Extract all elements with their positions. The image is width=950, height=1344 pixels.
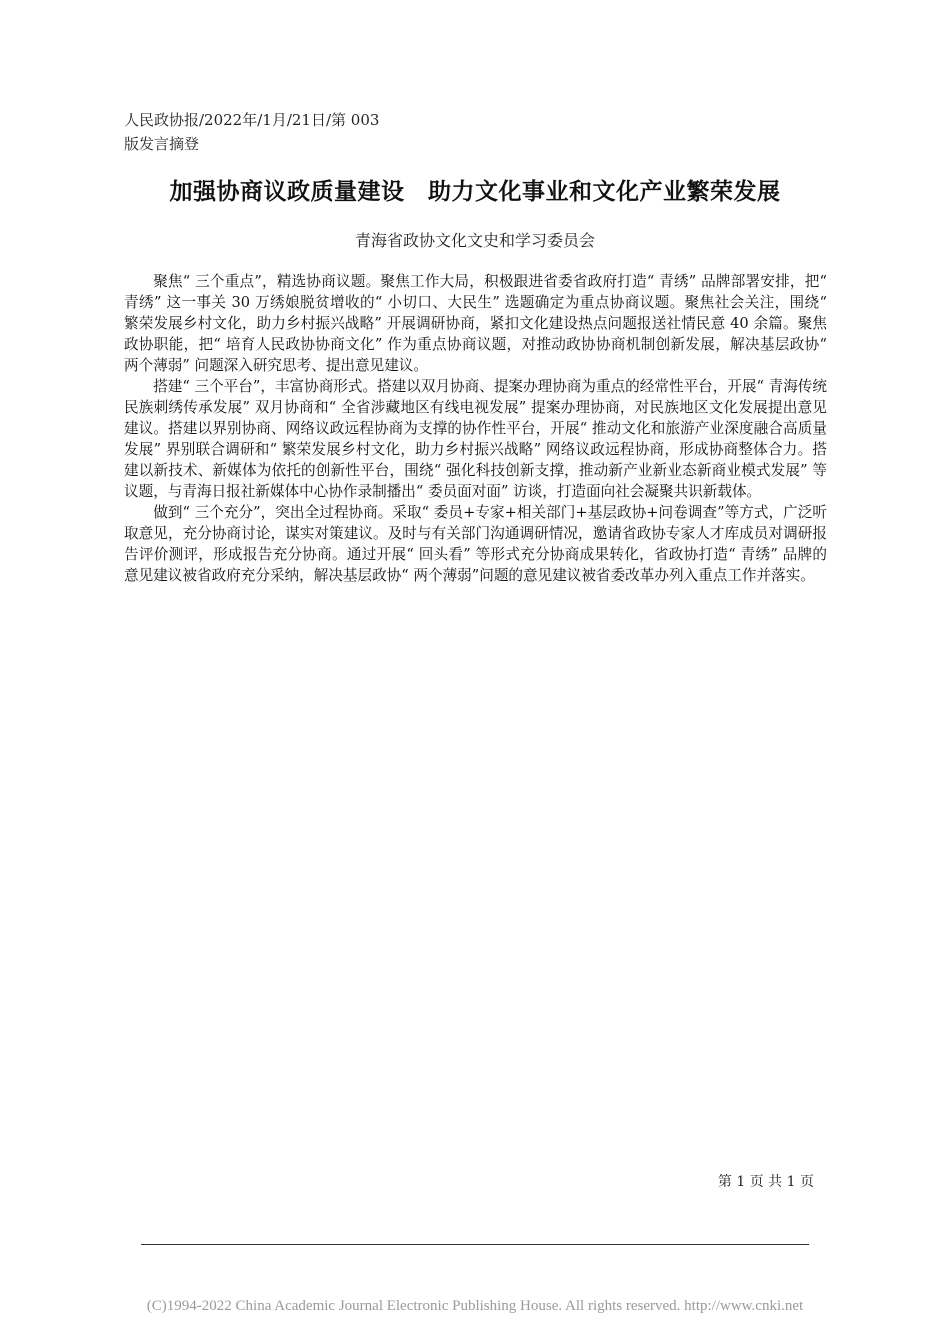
page-number: 第 1 页 共 1 页 — [717, 1174, 814, 1190]
body-paragraph-1: 聚焦“ 三个重点”，精选协商议题。聚焦工作大局，积极跟进省委省政府打造“ 青绣” 品牌部署安排，把“ 青绣” 这一事关 30 万绣娘脱贫增收的“ 小切口、大民生” 选题确定为重点协商议题。聚焦社会关注，围绕“ 繁荣发展乡村文化，助力乡村振兴战略” 开展调研协商，紧扣文化建设热点问题报送社情民意 40 余篇。聚焦政协职能，把“ 培育人民政协协商文化” 作为重点协商议题，对推动政协协商机制创新发展，解决基层政协“ 两个薄弱” 问题深入研究思考、提出意见建议。 — [124, 273, 827, 374]
article-body — [124, 271, 827, 586]
source-citation-line-2: 版发言摘登 — [124, 135, 200, 153]
article-author: 青海省政协文化文史和学习委员会 — [354, 231, 595, 250]
body-paragraph-2: 搭建“ 三个平台”，丰富协商形式。搭建以双月协商、提案办理协商为重点的经常性平台，开展“ 青海传统民族刺绣传承发展” 双月协商和“ 全省涉藏地区有线电视发展” 提案办理协商，对民族地区文化发展提出意见建议。搭建以界别协商、网络议政远程协商为支撑的协作性平台，开展“ 推动文化和旅游产业深度融合高质量发展” 界别联合调研和“ 繁荣发展乡村文化，助力乡村振兴战略” 网络议政远程协商，形成协商整体合力。搭建以新技术、新媒体为依托的创新性平台，围绕“ 强化科技创新支撑，推动新产业新业态新商业模式发展” 等议题，与青海日报社新媒体中心协作录制播出“ 委员面对面” 访谈，打造面向社会凝聚共识新载体。 — [124, 378, 827, 500]
article-title: 加强协商议政质量建设 助力文化事业和文化产业繁荣发展 — [169, 179, 781, 205]
source-citation — [124, 108, 424, 156]
body-paragraph-3: 做到“ 三个充分”，突出全过程协商。采取“ 委员+专家+相关部门+基层政协+问卷调查”等方式，广泛听取意见，充分协商讨论，谋实对策建议。及时与有关部门沟通调研情况，邀请省政协专家人才库成员对调研报告评价测评，形成报告充分协商。通过开展“ 回头看” 等形式充分协商成果转化，省政协打造“ 青绣” 品牌的意见建议被省政府充分采纳，解决基层政协“ 两个薄弱”问题的意见建议被省委改革办列入重点工作并落实。 — [124, 504, 827, 584]
footer-divider — [141, 1244, 809, 1245]
copyright-watermark: (C)1994-2022 China Academic Journal Electronic Publishing House. All rights reserved. http://www.cnki.net — [146, 1298, 804, 1314]
source-citation-line-1: 人民政协报/2022年/1月/21日/第 003 — [124, 111, 380, 129]
